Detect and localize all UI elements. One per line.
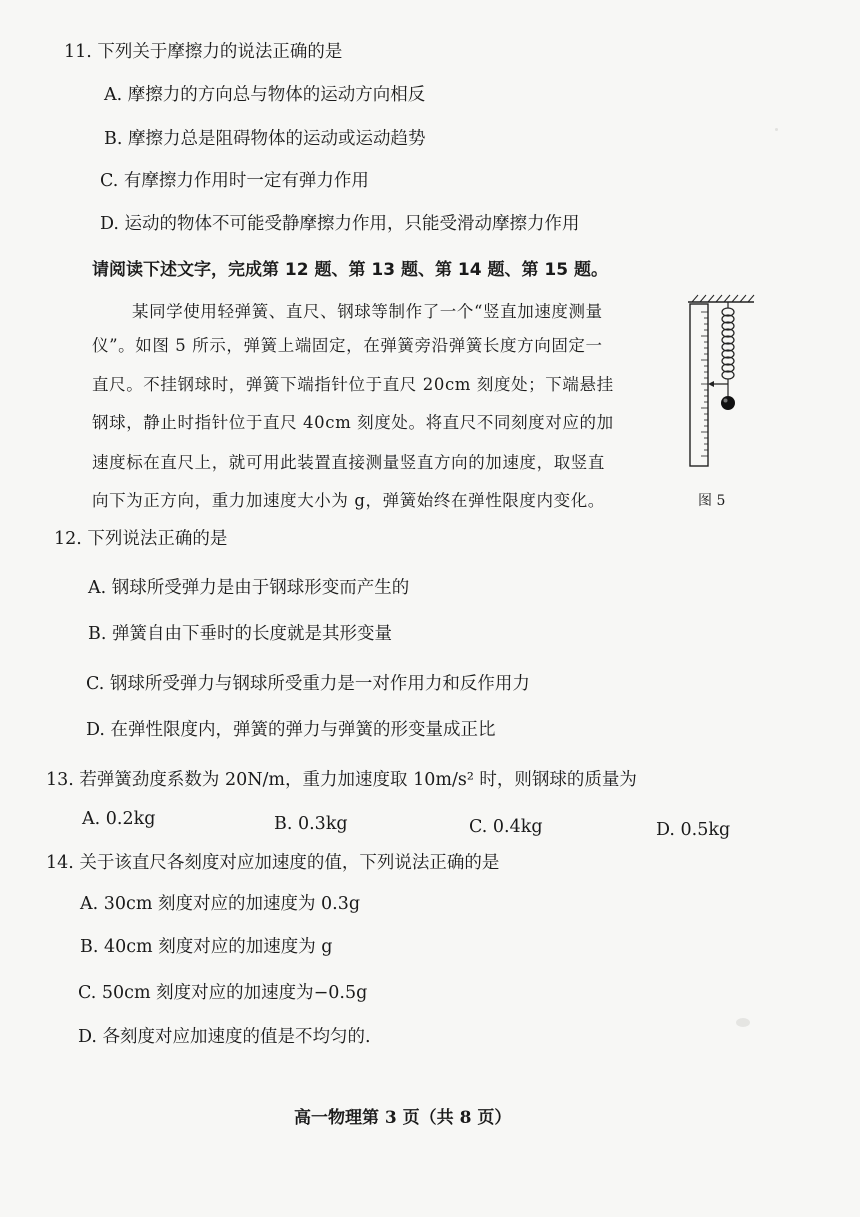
figure-caption: 图 5 <box>698 493 726 509</box>
question-14-stem: 14. 关于该直尺各刻度对应加速度的值，下列说法正确的是 <box>46 853 500 873</box>
scan-smudge <box>736 1018 750 1027</box>
question-13-option-c: C. 0.4kg <box>469 817 543 837</box>
passage-line-2: 仪”。如图 5 所示，弹簧上端固定，在弹簧旁沿弹簧长度方向固定一 <box>92 336 603 355</box>
reading-intro: 请阅读下述文字，完成第 12 题、第 13 题、第 14 题、第 15 题。 <box>92 260 608 280</box>
question-11-option-d: D. 运动的物体不可能受静摩擦力作用，只能受滑动摩擦力作用 <box>100 214 580 234</box>
spring-ruler-figure <box>684 292 756 472</box>
question-14-option-b: B. 40cm 刻度对应的加速度为 g <box>80 937 333 957</box>
question-14-option-a: A. 30cm 刻度对应的加速度为 0.3g <box>80 894 361 914</box>
question-14-option-c: C. 50cm 刻度对应的加速度为−0.5g <box>78 983 368 1003</box>
passage-line-5: 速度标在直尺上，就可用此装置直接测量竖直方向的加速度，取竖直 <box>92 453 605 472</box>
passage-line-6: 向下为正方向，重力加速度大小为 g，弹簧始终在弹性限度内变化。 <box>92 491 605 510</box>
question-13-option-b: B. 0.3kg <box>274 814 348 834</box>
question-11-option-a: A. 摩擦力的方向总与物体的运动方向相反 <box>104 85 426 105</box>
question-12-option-d: D. 在弹性限度内，弹簧的弹力与弹簧的形变量成正比 <box>86 720 496 740</box>
scan-dot <box>775 128 778 131</box>
question-14-option-d: D. 各刻度对应加速度的值是不均匀的. <box>78 1027 371 1047</box>
passage-line-4: 钢球，静止时指针位于直尺 40cm 刻度处。将直尺不同刻度对应的加 <box>92 413 614 432</box>
question-13-option-d: D. 0.5kg <box>656 820 731 840</box>
page-footer: 高一物理第 3 页（共 8 页） <box>294 1108 512 1128</box>
question-12-stem: 12. 下列说法正确的是 <box>54 529 228 549</box>
question-13-option-a: A. 0.2kg <box>82 809 156 829</box>
question-11-option-c: C. 有摩擦力作用时一定有弹力作用 <box>100 171 369 191</box>
passage-line-3: 直尺。不挂钢球时，弹簧下端指针位于直尺 20cm 刻度处；下端悬挂 <box>92 375 614 394</box>
question-13-stem: 13. 若弹簧劲度系数为 20N/m，重力加速度取 10m/s² 时，则钢球的质量为 <box>46 770 637 790</box>
question-12-option-c: C. 钢球所受弹力与钢球所受重力是一对作用力和反作用力 <box>86 674 530 694</box>
question-11-stem: 11. 下列关于摩擦力的说法正确的是 <box>64 42 343 62</box>
passage-line-1: 某同学使用轻弹簧、直尺、钢球等制作了一个“竖直加速度测量 <box>132 302 603 321</box>
question-12-option-b: B. 弹簧自由下垂时的长度就是其形变量 <box>88 624 392 644</box>
question-11-option-b: B. 摩擦力总是阻碍物体的运动或运动趋势 <box>104 129 426 149</box>
question-12-option-a: A. 钢球所受弹力是由于钢球形变而产生的 <box>88 578 410 598</box>
